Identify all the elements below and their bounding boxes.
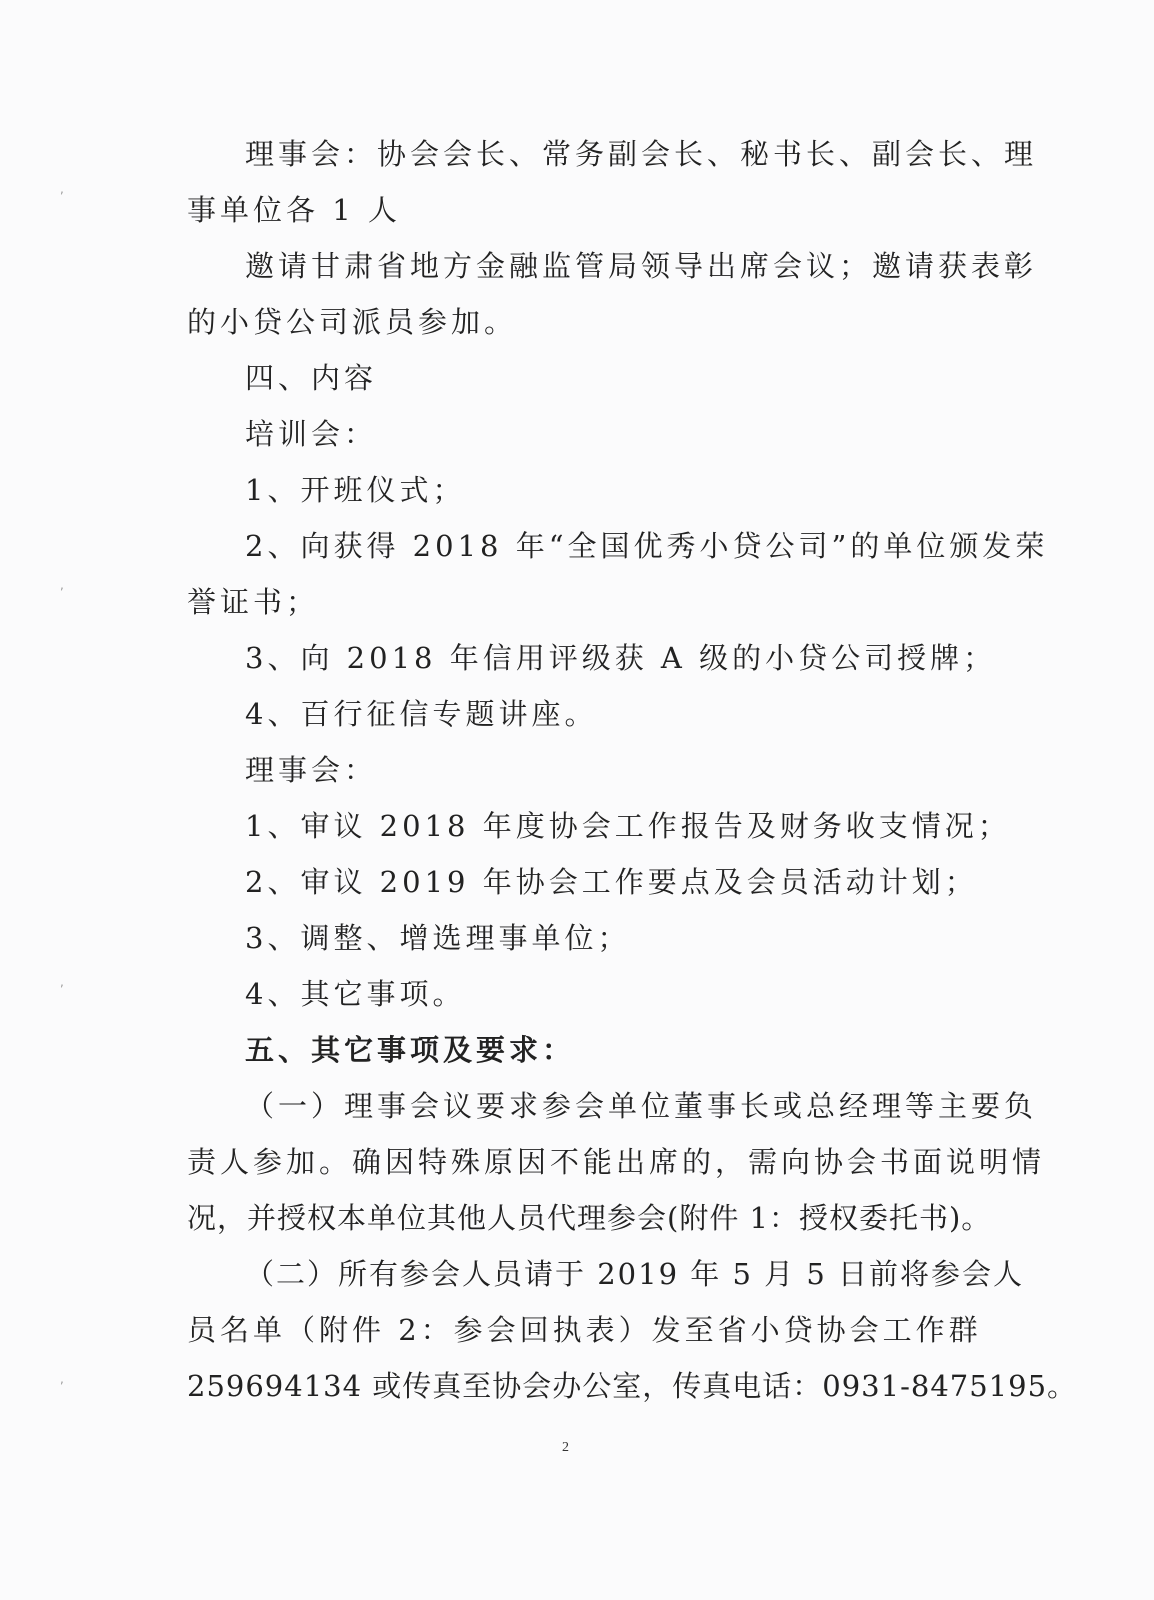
list-item: 1、开班仪式； xyxy=(245,473,466,507)
paragraph-line: （二）所有参会人员请于 2019 年 5 月 5 日前将参会人 xyxy=(245,1257,1025,1291)
paragraph-line-1: 理事会：协会会长、常务副会长、秘书长、副会长、理 xyxy=(245,137,1038,171)
list-item: 3、向 2018 年信用评级获 A 级的小贷公司授牌； xyxy=(245,641,997,675)
scan-speck: , xyxy=(60,1372,64,1386)
paragraph-line: 责人参加。确因特殊原因不能出席的，需向协会书面说明情 xyxy=(187,1145,1046,1179)
paragraph-line-4: 的小贷公司派员参加。 xyxy=(187,305,518,339)
paragraph-line-2: 事单位各 1 人 xyxy=(187,193,401,227)
section-heading-other: 五、其它事项及要求： xyxy=(245,1033,576,1067)
paragraph-line: （一）理事会议要求参会单位董事长或总经理等主要负 xyxy=(245,1089,1038,1123)
paragraph-line-3: 邀请甘肃省地方金融监管局领导出席会议；邀请获表彰 xyxy=(245,249,1038,283)
list-item: 4、其它事项。 xyxy=(245,977,466,1011)
list-item: 3、调整、增选理事单位； xyxy=(245,921,631,955)
scan-speck: , xyxy=(60,578,64,592)
paragraph-line: 况，并授权本单位其他人员代理参会(附件 1：授权委托书)。 xyxy=(187,1201,992,1235)
subheading-training: 培训会： xyxy=(245,417,378,451)
subheading-council: 理事会： xyxy=(245,753,378,787)
list-item: 2、审议 2019 年协会工作要点及会员活动计划； xyxy=(245,865,978,899)
paragraph-line: 员名单（附件 2：参会回执表）发至省小贷协会工作群 xyxy=(187,1313,982,1347)
paragraph-line: 259694134 或传真至协会办公室，传真电话：0931-8475195。 xyxy=(187,1369,1078,1403)
scan-speck: , xyxy=(60,182,64,196)
scan-speck: , xyxy=(60,975,64,989)
list-item-continuation: 誉证书； xyxy=(187,585,320,619)
list-item: 4、百行征信专题讲座。 xyxy=(245,697,598,731)
section-heading-content: 四、内容 xyxy=(245,361,378,395)
page-number: 2 xyxy=(562,1440,569,1455)
list-item: 2、向获得 2018 年“全国优秀小贷公司”的单位颁发荣 xyxy=(245,529,1049,563)
list-item: 1、审议 2018 年度协会工作报告及财务收支情况； xyxy=(245,809,1011,843)
